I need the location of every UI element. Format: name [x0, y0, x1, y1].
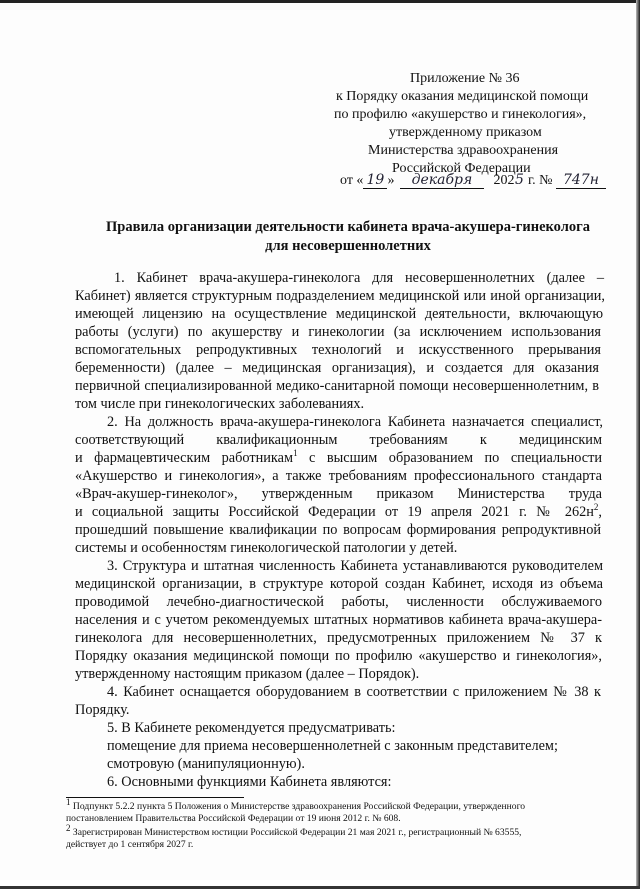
- handwritten-year-digit: 5: [514, 172, 524, 188]
- text-span: и фармацевтическим работникам: [75, 450, 294, 466]
- text-span: с высшим образованием по специальности: [297, 450, 602, 466]
- paragraph-4-line: Порядку.: [75, 702, 130, 718]
- year-prefix: 202: [493, 173, 515, 188]
- paragraph-3-line: 3. Структура и штатная численность Кабинета устанавливаются руководителем: [107, 558, 603, 574]
- footnote-2-cont: действует до 1 сентября 2027 г.: [66, 839, 194, 850]
- appendix-line: Российской Федерации: [392, 161, 531, 176]
- appendix-line: Министерства здравоохранения: [368, 143, 559, 158]
- paragraph-2-line: [75, 449, 602, 467]
- footnote-1-marker: 1: [66, 796, 71, 807]
- footnote-ref-1: 1: [293, 448, 298, 459]
- paragraph-5-line: смотровую (манипуляционную).: [107, 756, 305, 772]
- paragraph-3-line: населения и с учетом рекомендуемых штатных нормативов кабинета врача-акушера-: [75, 612, 602, 628]
- paragraph-3-line: утвержденному настоящим приказом (далее – Порядок).: [75, 666, 420, 682]
- paragraph-3-line: медицинской организации, в структуре которой создан Кабинет, исходя из объема: [75, 576, 603, 592]
- paragraph-2-line: соответствующий квалификационным требованиям к медицинским: [75, 432, 602, 448]
- footnote-2-marker: 2: [66, 822, 71, 833]
- paragraph-1-line: работы (услуги) по акушерству и гинекологии (за исключением использования: [75, 324, 601, 340]
- paragraph-5-line: помещение для приема несовершеннолетней с законным представителем;: [107, 738, 558, 754]
- paragraph-2-line: [75, 503, 602, 521]
- paragraph-1-line: 1. Кабинет врача-акушера-гинеколога для несовершеннолетних (далее –: [114, 270, 604, 286]
- paragraph-6-line: 6. Основными функциями Кабинета являются:: [107, 774, 392, 790]
- date-prefix: от «: [340, 173, 364, 188]
- scan-border-top: [0, 0, 640, 3]
- appendix-line: к Порядку оказания медицинской помощи: [336, 89, 589, 104]
- scan-border-right: [636, 0, 640, 889]
- footnote-1: [66, 796, 526, 813]
- handwritten-day: 19: [363, 172, 387, 189]
- paragraph-2-line: системы и особенностям гинекологической патологии у детей.: [75, 540, 458, 556]
- appendix-date: [340, 172, 606, 189]
- footnote-1-cont: постановлением Правительства Российской Федерации от 19 июня 2012 г. № 608.: [66, 813, 401, 824]
- paragraph-2-line: прошедший повышение квалификации по вопросам формирования репродуктивной: [75, 522, 601, 538]
- paragraph-1-line: первичной специализированной медико-санитарной помощи несовершеннолетним, в: [75, 378, 599, 394]
- footnote-separator: [66, 797, 244, 798]
- footnote-2-text: Зарегистрирован Министерством юстиции Российской Федерации 21 мая 2021 г., регистрационный № 63555,: [70, 827, 522, 838]
- paragraph-1-line: беременности) (далее – медицинская организация), и создается для оказания: [75, 360, 599, 376]
- appendix-line: утвержденному приказом: [389, 125, 542, 140]
- paragraph-3-line: проводимой лечебно-диагностической работы, численности обслуживаемого: [75, 594, 602, 610]
- text-span: и социальной защиты Российской Федерации от 19 апреля 2021 г. № 262н: [75, 504, 594, 520]
- footnote-ref-2: 2: [593, 502, 599, 513]
- paragraph-2-line: 2. На должность врача-акушера-гинеколога Кабинета назначается специалист,: [107, 414, 603, 430]
- paragraph-3-line: гинеколога для несовершеннолетних, предусмотренных приложением № 37 к: [75, 630, 602, 646]
- paragraph-3-line: Порядку оказания медицинской помощи по профилю «акушерство и гинекология»,: [75, 648, 602, 664]
- year-suffix: г. №: [524, 173, 553, 188]
- paragraph-1-line: имеющей лицензию на осуществление медицинской деятельности, включающую: [75, 306, 603, 322]
- footnote-2: [66, 822, 522, 839]
- handwritten-order-number: 747н: [556, 172, 606, 189]
- paragraph-1-line: том числе при гинекологических заболеваниях.: [75, 396, 365, 412]
- appendix-line: по профилю «акушерство и гинекология»,: [334, 107, 587, 122]
- paragraph-1-line: Кабинет) является структурным подразделением медицинской или иной организации,: [75, 288, 605, 304]
- paragraph-2-line: «Акушерство и гинекология», а также требованиям профессионального стандарта: [75, 468, 602, 484]
- footnote-1-text: Подпункт 5.2.2 пункта 5 Положения о Министерстве здравоохранения Российской Федерации, утвержденного: [70, 801, 526, 812]
- paragraph-4-line: 4. Кабинет оснащается оборудованием в соответствии с приложением № 38 к: [107, 684, 601, 700]
- document-title-line1: Правила организации деятельности кабинета врача-акушера-гинеколога: [106, 219, 590, 235]
- paragraph-1-line: вспомогательных репродуктивных технологий и искусственного прерывания: [75, 342, 601, 358]
- paragraph-5-line: 5. В Кабинете рекомендуется предусматривать:: [107, 720, 396, 736]
- text-span: ,: [598, 504, 602, 520]
- date-mid: »: [387, 173, 395, 188]
- appendix-number: Приложение № 36: [410, 71, 520, 86]
- handwritten-month: декабря: [400, 172, 484, 189]
- document-title-line2: для несовершеннолетних: [265, 238, 431, 254]
- paragraph-2-line: «Врач-акушер-гинеколог», утвержденным приказом Министерства труда: [75, 486, 602, 502]
